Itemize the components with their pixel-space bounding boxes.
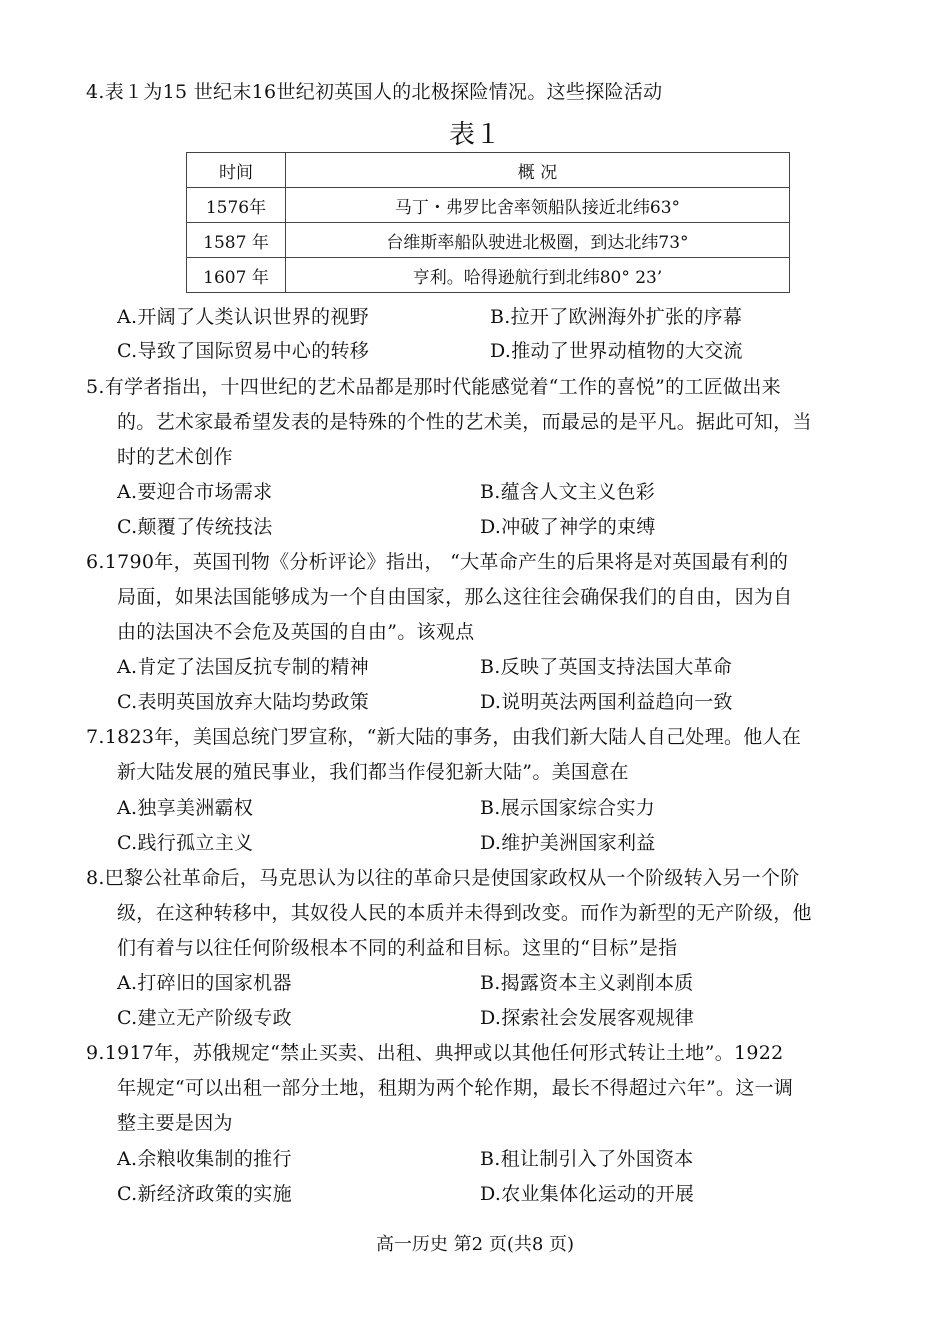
q9-stem-line-1: 9.1917年，苏俄规定“禁止买卖、出租、典押或以其他任何形式转让土地”。1922 <box>86 1042 784 1064</box>
q7-stem-line-2: 新大陆发展的殖民事业，我们都当作侵犯新大陆”。美国意在 <box>117 761 629 783</box>
q4-option-b: B.拉开了欧洲海外扩张的序幕 <box>490 306 743 328</box>
q4-option-c: C.导致了国际贸易中心的转移 <box>117 340 370 362</box>
exploration-table <box>186 152 790 293</box>
q9-stem-line-3: 整主要是因为 <box>117 1112 233 1134</box>
table-cell-summary: 台维斯率船队驶进北极圈，到达北纬73° <box>286 223 790 258</box>
q5-option-a: A.要迎合市场需求 <box>117 481 273 503</box>
table-header-time: 时间 <box>187 153 286 188</box>
table-row <box>187 188 790 223</box>
q8-option-c: C.建立无产阶级专政 <box>117 1007 292 1029</box>
q5-stem-line-1: 5.有学者指出，十四世纪的艺术品都是那时代能感觉着“工作的喜悦”的工匠做出来 <box>86 376 781 398</box>
q7-option-d: D.维护美洲国家利益 <box>480 832 656 854</box>
q7-option-a: A.独享美洲霸权 <box>117 797 254 819</box>
q8-stem-line-3: 们有着与以往任何阶级根本不同的利益和目标。这里的“目标”是指 <box>117 937 678 959</box>
q6-stem-line-3: 由的法国决不会危及英国的自由”。该观点 <box>117 621 475 643</box>
q9-stem-line-2: 年规定“可以出租一部分土地，租期为两个轮作期，最长不得超过六年”。这一调 <box>117 1077 794 1099</box>
q7-option-b: B.展示国家综合实力 <box>480 797 656 819</box>
q6-stem-line-1: 6.1790年，英国刊物《分析评论》指出， “大革命产生的后果将是对英国最有利的 <box>86 551 789 573</box>
table-title: 表１ <box>448 120 501 150</box>
table-header-row <box>187 153 790 188</box>
q8-option-a: A.打碎旧的国家机器 <box>117 972 292 994</box>
q8-option-b: B.揭露资本主义剥削本质 <box>480 972 694 994</box>
q5-stem-line-3: 时的艺术创作 <box>117 446 233 468</box>
table-cell-year: 1587 年 <box>187 223 286 258</box>
q6-option-c: C.表明英国放弃大陆均势政策 <box>117 691 370 713</box>
q8-stem-line-2: 级，在这种转移中，其奴役人民的本质并未得到改变。而作为新型的无产阶级，他 <box>117 902 812 924</box>
q5-stem-line-2: 的。艺术家最希望发表的是特殊的个性的艺术美，而最忌的是平凡。据此可知，当 <box>117 411 812 433</box>
q9-option-d: D.农业集体化运动的开展 <box>480 1183 695 1205</box>
q5-option-d: D.冲破了神学的束缚 <box>480 516 656 538</box>
table-row <box>187 223 790 258</box>
q8-option-d: D.探索社会发展客观规律 <box>480 1007 695 1029</box>
q8-stem-line-1: 8.巴黎公社革命后，马克思认为以往的革命只是使国家政权从一个阶级转入另一个阶 <box>86 867 800 889</box>
q6-stem-line-2: 局面，如果法国能够成为一个自由国家，那么这往往会确保我们的自由，因为自 <box>117 586 793 608</box>
table-cell-summary: 马丁・弗罗比舍率领船队接近北纬63° <box>286 188 790 223</box>
q9-option-b: B.租让制引入了外国资本 <box>480 1148 694 1170</box>
table-header-summary: 概 况 <box>286 153 790 188</box>
page-footer: 高一历史 第2 页(共8 页) <box>375 1234 575 1255</box>
table-cell-summary: 亨利。哈得逊航行到北纬80° 23’ <box>286 258 790 293</box>
q7-stem-line-1: 7.1823年，美国总统门罗宣称，“新大陆的事务，由我们新大陆人自己处理。他人在 <box>86 726 802 748</box>
table-cell-year: 1607 年 <box>187 258 286 293</box>
q6-option-a: A.肯定了法国反抗专制的精神 <box>117 656 369 678</box>
q5-option-c: C.颠覆了传统技法 <box>117 516 273 538</box>
q6-option-b: B.反映了英国支持法国大革命 <box>480 656 733 678</box>
table-cell-year: 1576年 <box>187 188 286 223</box>
q9-option-a: A.余粮收集制的推行 <box>117 1148 292 1170</box>
table-row <box>187 258 790 293</box>
q4-option-a: A.开阔了人类认识世界的视野 <box>117 306 369 328</box>
q5-option-b: B.蕴含人文主义色彩 <box>480 481 656 503</box>
q9-option-c: C.新经济政策的实施 <box>117 1183 292 1205</box>
q4-stem: 4.表１为15 世纪末16世纪初英国人的北极探险情况。这些探险活动 <box>86 81 663 103</box>
q7-option-c: C.践行孤立主义 <box>117 832 254 854</box>
q4-option-d: D.推动了世界动植物的大交流 <box>490 340 743 362</box>
q6-option-d: D.说明英法两国利益趋向一致 <box>480 691 733 713</box>
